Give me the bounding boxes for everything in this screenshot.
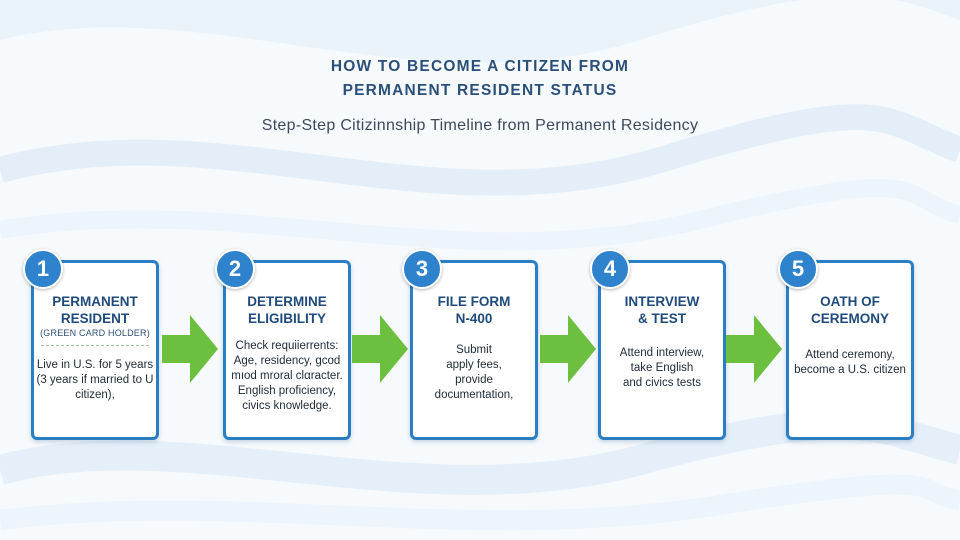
step-2-heading-line-1: DETERMINE bbox=[247, 294, 327, 309]
step-1-body-line-1: Live in U.S. for 5 years bbox=[36, 359, 154, 371]
step-1-body-line-2: (3 years if married to U bbox=[36, 374, 154, 386]
arrow-right-icon-3 bbox=[540, 313, 596, 385]
step-1-divider bbox=[41, 345, 149, 346]
step-5-heading-line-2: CEREMONY bbox=[810, 311, 889, 326]
step-card-1 bbox=[31, 256, 159, 440]
step-number-badge-2: 2 bbox=[215, 249, 255, 289]
step-card-4 bbox=[598, 256, 726, 440]
step-1-heading-line-2: RESIDENT bbox=[60, 311, 130, 326]
step-2-body-line-3: mıod mroral clαracter. bbox=[231, 370, 343, 382]
step-4-body-line-3: and civics tests bbox=[623, 377, 701, 389]
step-card-2 bbox=[223, 256, 351, 440]
step-number-badge-5: 5 bbox=[778, 249, 818, 289]
step-4-heading-line-2: & TEST bbox=[637, 311, 686, 326]
step-number-badge-1: 1 bbox=[23, 249, 63, 289]
arrow-right-icon-2 bbox=[352, 313, 408, 385]
step-5-body-line-2: become a U.S. citizen bbox=[794, 364, 906, 376]
step-4-body-line-1: Attend interview, bbox=[619, 347, 705, 359]
page-title-line-1: HOW TO BECOME A CITIZEN FROM bbox=[330, 58, 630, 75]
step-2-body-line-4: English proficiency, bbox=[237, 385, 337, 397]
step-3-body-line-2: apply fees, bbox=[446, 359, 502, 371]
step-4-body-line-2: take English bbox=[630, 362, 694, 374]
step-1-note: (GREEN CARD HOLDER) bbox=[40, 328, 150, 338]
page-subtitle: Step-Step Citizinnship Timeline from Permanent Residency bbox=[261, 117, 699, 134]
arrow-right-icon-4 bbox=[726, 313, 782, 385]
step-3-body-line-4: documentation, bbox=[434, 389, 514, 401]
step-4-heading-line-1: INTERVIEW bbox=[624, 294, 700, 309]
step-card-3 bbox=[410, 256, 538, 440]
arrow-right-icon-1 bbox=[162, 313, 218, 385]
step-2-heading-line-2: ELIGIBILITY bbox=[247, 311, 326, 326]
step-2-body-line-5: civics knowledge. bbox=[242, 400, 332, 412]
step-5-body-line-1: Attend ceremony, bbox=[805, 349, 895, 361]
step-2-body-line-2: Age, residency, gcod bbox=[233, 355, 341, 367]
step-1-heading-line-1: PERMANENT bbox=[52, 294, 138, 309]
step-2-body-line-1: Check requiierrents: bbox=[235, 340, 339, 352]
step-3-heading-line-2: N-400 bbox=[455, 311, 493, 326]
step-3-heading-line-1: FILE FORM bbox=[437, 294, 511, 309]
step-3-body-line-3: provide bbox=[455, 374, 493, 386]
step-5-heading-line-1: OATH OF bbox=[820, 294, 880, 309]
step-3-body-line-1: Submit bbox=[456, 344, 492, 356]
step-number-badge-4: 4 bbox=[590, 249, 630, 289]
step-card-5 bbox=[786, 256, 914, 440]
page-title-line-2: PERMANENT RESIDENT STATUS bbox=[342, 82, 618, 99]
step-1-body-line-3: citizen), bbox=[75, 389, 115, 401]
step-number-badge-3: 3 bbox=[402, 249, 442, 289]
